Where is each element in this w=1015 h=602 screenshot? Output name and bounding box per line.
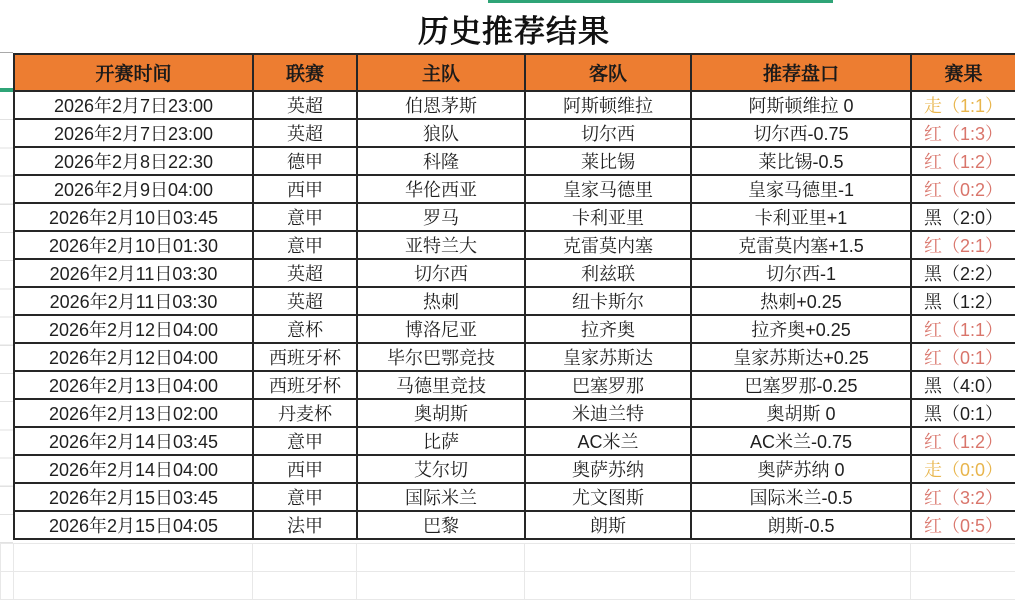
cell-home-team[interactable]: 巴黎 (357, 511, 525, 539)
results-tbody (14, 91, 1015, 539)
cell-league[interactable]: 法甲 (253, 511, 357, 539)
cell-league[interactable]: 意甲 (253, 483, 357, 511)
cell-kickoff-time[interactable]: 2026年2月9日04:00 (14, 175, 253, 203)
cell-away-team[interactable]: 克雷莫内塞 (525, 231, 691, 259)
header-handicap[interactable]: 推荐盘口 (691, 54, 911, 91)
results-table (13, 53, 1015, 540)
cell-handicap[interactable]: 切尔西-0.75 (691, 119, 911, 147)
cell-home-team[interactable]: 切尔西 (357, 259, 525, 287)
cell-handicap[interactable]: 皇家马德里-1 (691, 175, 911, 203)
table-row (14, 399, 1015, 427)
cell-kickoff-time[interactable]: 2026年2月15日04:05 (14, 511, 253, 539)
cell-home-team[interactable]: 伯恩茅斯 (357, 91, 525, 119)
cell-kickoff-time[interactable]: 2026年2月14日04:00 (14, 455, 253, 483)
cell-away-team[interactable]: 卡利亚里 (525, 203, 691, 231)
cell-away-team[interactable]: 巴塞罗那 (525, 371, 691, 399)
cell-home-team[interactable]: 博洛尼亚 (357, 315, 525, 343)
cell-handicap[interactable]: 克雷莫内塞+1.5 (691, 231, 911, 259)
cell-kickoff-time[interactable]: 2026年2月12日04:00 (14, 315, 253, 343)
header-row (14, 54, 1015, 91)
cell-result[interactable]: 黑（2:0） (911, 203, 1015, 231)
table-row (14, 91, 1015, 119)
cell-kickoff-time[interactable]: 2026年2月11日03:30 (14, 287, 253, 315)
cell-kickoff-time[interactable]: 2026年2月10日03:45 (14, 203, 253, 231)
cell-away-team[interactable]: 纽卡斯尔 (525, 287, 691, 315)
table-row (14, 231, 1015, 259)
header-away-team[interactable]: 客队 (525, 54, 691, 91)
cell-handicap[interactable]: 卡利亚里+1 (691, 203, 911, 231)
cell-home-team[interactable]: 艾尔切 (357, 455, 525, 483)
cell-result[interactable]: 红（1:2） (911, 147, 1015, 175)
header-kickoff-time[interactable]: 开赛时间 (14, 54, 253, 91)
cell-result[interactable]: 红（1:2） (911, 427, 1015, 455)
cell-handicap[interactable]: 奥胡斯 0 (691, 399, 911, 427)
cell-home-team[interactable]: 奥胡斯 (357, 399, 525, 427)
cell-result[interactable]: 黑（0:1） (911, 399, 1015, 427)
table-row (14, 175, 1015, 203)
cell-kickoff-time[interactable]: 2026年2月15日03:45 (14, 483, 253, 511)
cell-league[interactable]: 意甲 (253, 203, 357, 231)
table-row (14, 455, 1015, 483)
table-row (14, 147, 1015, 175)
cell-kickoff-time[interactable]: 2026年2月10日01:30 (14, 231, 253, 259)
left-row-gridlines (0, 92, 13, 543)
cell-result[interactable]: 红（0:1） (911, 343, 1015, 371)
cell-away-team[interactable]: 切尔西 (525, 119, 691, 147)
cell-league[interactable]: 英超 (253, 287, 357, 315)
cell-handicap[interactable]: 切尔西-1 (691, 259, 911, 287)
cell-home-team[interactable]: 科隆 (357, 147, 525, 175)
table-row (14, 343, 1015, 371)
cell-league[interactable]: 意甲 (253, 427, 357, 455)
cell-handicap[interactable]: 国际米兰-0.5 (691, 483, 911, 511)
table-row (14, 427, 1015, 455)
cell-away-team[interactable]: 利兹联 (525, 259, 691, 287)
cell-away-team[interactable]: 米迪兰特 (525, 399, 691, 427)
cell-handicap[interactable]: 拉齐奥+0.25 (691, 315, 911, 343)
cell-kickoff-time[interactable]: 2026年2月14日03:45 (14, 427, 253, 455)
header-home-team[interactable]: 主队 (357, 54, 525, 91)
cell-result[interactable]: 红（1:1） (911, 315, 1015, 343)
cell-kickoff-time[interactable]: 2026年2月7日23:00 (14, 91, 253, 119)
empty-row (1, 572, 1015, 600)
cell-league[interactable]: 英超 (253, 91, 357, 119)
cell-result[interactable]: 黑（1:2） (911, 287, 1015, 315)
cell-handicap[interactable]: 巴塞罗那-0.25 (691, 371, 911, 399)
cell-league[interactable]: 意甲 (253, 231, 357, 259)
cell-handicap[interactable]: 奥萨苏纳 0 (691, 455, 911, 483)
cell-result[interactable]: 黑（4:0） (911, 371, 1015, 399)
cell-away-team[interactable]: 阿斯顿维拉 (525, 91, 691, 119)
table-row (14, 287, 1015, 315)
cell-home-team[interactable]: 热刺 (357, 287, 525, 315)
cell-league[interactable]: 西甲 (253, 455, 357, 483)
cell-result[interactable]: 走（0:0） (911, 455, 1015, 483)
cell-away-team[interactable]: 皇家马德里 (525, 175, 691, 203)
cell-away-team[interactable]: 莱比锡 (525, 147, 691, 175)
cell-away-team[interactable]: 皇家苏斯达 (525, 343, 691, 371)
cell-league[interactable]: 英超 (253, 259, 357, 287)
cell-kickoff-time[interactable]: 2026年2月12日04:00 (14, 343, 253, 371)
cell-league[interactable]: 德甲 (253, 147, 357, 175)
cell-home-team[interactable]: 亚特兰大 (357, 231, 525, 259)
cell-kickoff-time[interactable]: 2026年2月8日22:30 (14, 147, 253, 175)
cell-home-team[interactable]: 华伦西亚 (357, 175, 525, 203)
cell-handicap[interactable]: 阿斯顿维拉 0 (691, 91, 911, 119)
cell-league[interactable]: 西班牙杯 (253, 371, 357, 399)
cell-away-team[interactable]: 奥萨苏纳 (525, 455, 691, 483)
table-row (14, 315, 1015, 343)
cell-league[interactable]: 英超 (253, 119, 357, 147)
cell-kickoff-time[interactable]: 2026年2月13日02:00 (14, 399, 253, 427)
left-gridline (0, 52, 13, 53)
empty-row (1, 544, 1015, 572)
cell-handicap[interactable]: 莱比锡-0.5 (691, 147, 911, 175)
cell-league[interactable]: 意杯 (253, 315, 357, 343)
cell-home-team[interactable]: 马德里竞技 (357, 371, 525, 399)
cell-kickoff-time[interactable]: 2026年2月7日23:00 (14, 119, 253, 147)
cell-home-team[interactable]: 狼队 (357, 119, 525, 147)
cell-handicap[interactable]: AC米兰-0.75 (691, 427, 911, 455)
table-row (14, 511, 1015, 539)
cell-league[interactable]: 西甲 (253, 175, 357, 203)
cell-result[interactable]: 红（3:2） (911, 483, 1015, 511)
header-result[interactable]: 赛果 (911, 54, 1015, 91)
cell-away-team[interactable]: 拉齐奥 (525, 315, 691, 343)
cell-result[interactable]: 走（1:1） (911, 91, 1015, 119)
cell-away-team[interactable]: 朗斯 (525, 511, 691, 539)
cell-result[interactable]: 黑（2:2） (911, 259, 1015, 287)
cell-result[interactable]: 红（1:3） (911, 119, 1015, 147)
table-row (14, 483, 1015, 511)
table-row (14, 371, 1015, 399)
cell-home-team[interactable]: 国际米兰 (357, 483, 525, 511)
cell-league[interactable]: 西班牙杯 (253, 343, 357, 371)
cell-result[interactable]: 红（0:5） (911, 511, 1015, 539)
top-green-accent-line (488, 0, 833, 3)
cell-away-team[interactable]: AC米兰 (525, 427, 691, 455)
cell-handicap[interactable]: 皇家苏斯达+0.25 (691, 343, 911, 371)
table-row (14, 203, 1015, 231)
cell-result[interactable]: 红（2:1） (911, 231, 1015, 259)
cell-kickoff-time[interactable]: 2026年2月11日03:30 (14, 259, 253, 287)
cell-kickoff-time[interactable]: 2026年2月13日04:00 (14, 371, 253, 399)
page-title: 历史推荐结果 (418, 14, 610, 49)
table-row (14, 259, 1015, 287)
cell-home-team[interactable]: 罗马 (357, 203, 525, 231)
cell-handicap[interactable]: 朗斯-0.5 (691, 511, 911, 539)
cell-home-team[interactable]: 比萨 (357, 427, 525, 455)
empty-spreadsheet-rows (0, 543, 1015, 600)
table-row (14, 119, 1015, 147)
cell-away-team[interactable]: 尤文图斯 (525, 483, 691, 511)
cell-home-team[interactable]: 毕尔巴鄂竞技 (357, 343, 525, 371)
cell-league[interactable]: 丹麦杯 (253, 399, 357, 427)
cell-result[interactable]: 红（0:2） (911, 175, 1015, 203)
header-league[interactable]: 联赛 (253, 54, 357, 91)
cell-handicap[interactable]: 热刺+0.25 (691, 287, 911, 315)
